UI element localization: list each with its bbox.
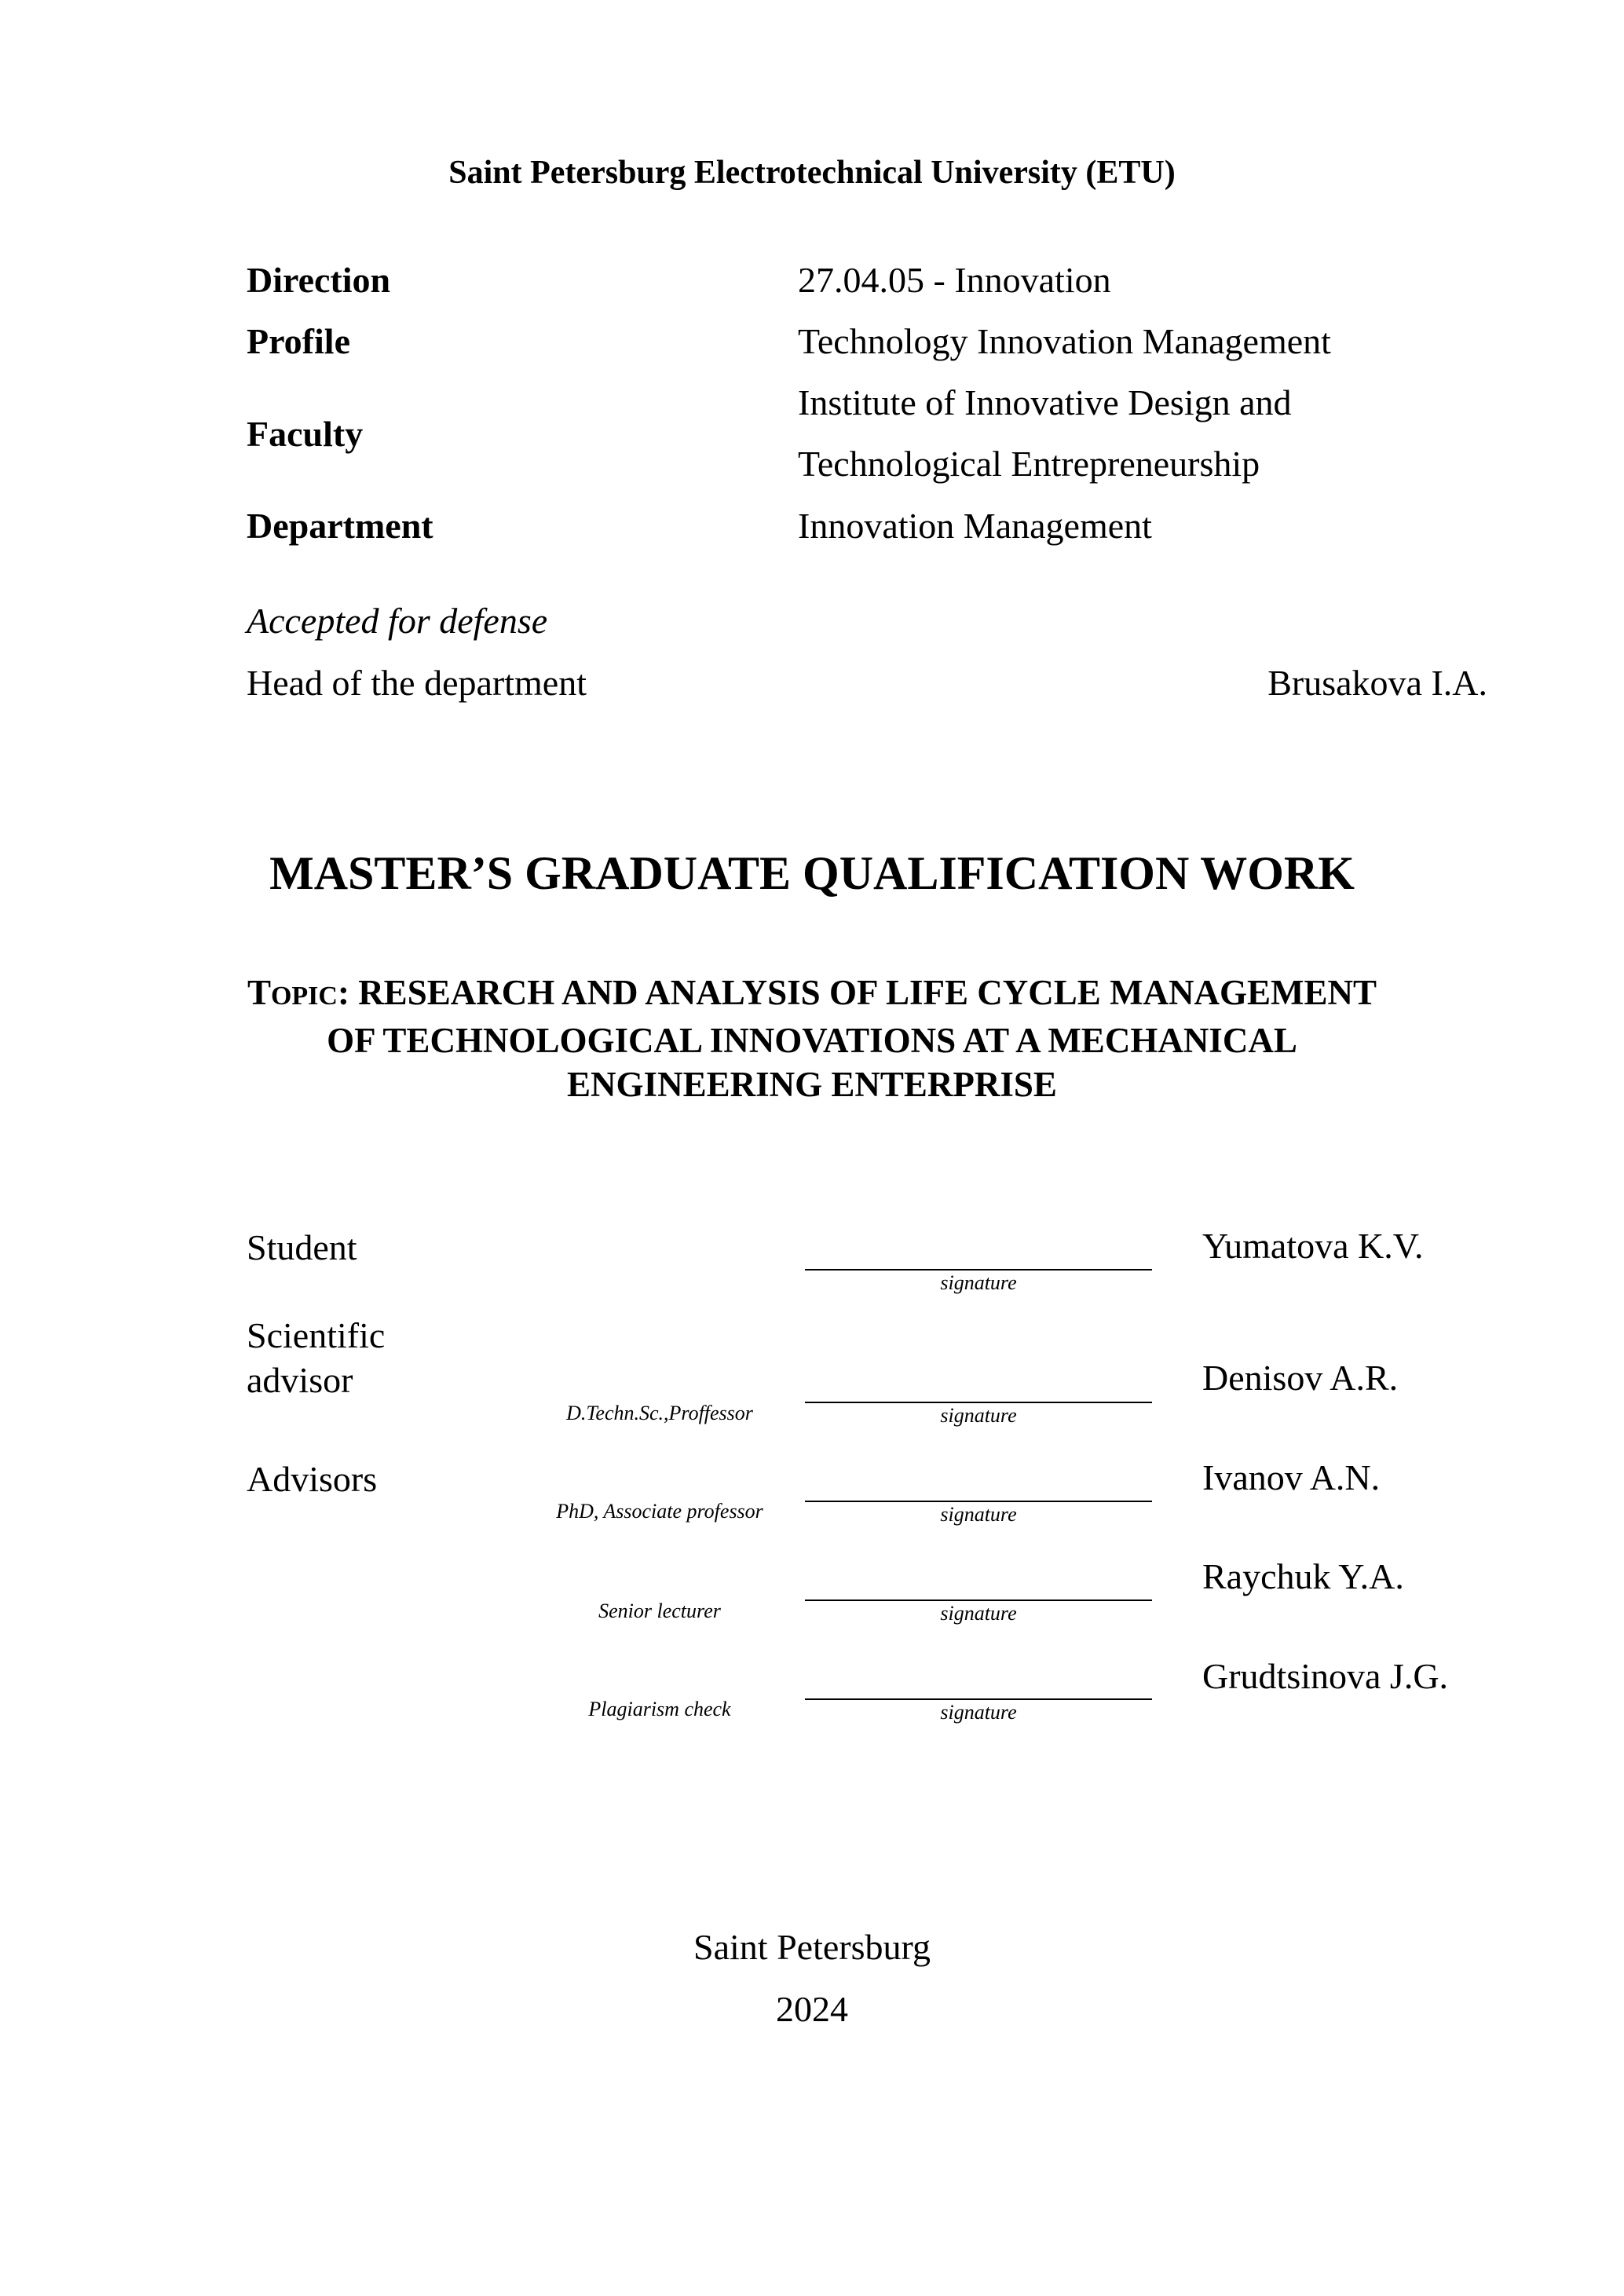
scientific-advisor-signature-caption: signature	[940, 1404, 1017, 1427]
faculty-value-line2: Technological Entrepreneurship	[798, 444, 1260, 484]
advisor-position-2: Senior lecturer	[598, 1600, 721, 1622]
department-label: Department	[247, 506, 433, 546]
advisor-position-1: PhD, Associate professor	[556, 1500, 763, 1523]
topic-line-1	[0, 971, 1624, 1018]
advisor-signature-caption-1: signature	[940, 1503, 1017, 1526]
footer-year: 2024	[776, 1989, 848, 2029]
footer-city: Saint Petersburg	[693, 1927, 931, 1967]
scientific-advisor-label-line1: Scientific	[247, 1315, 386, 1355]
student-name: Yumatova K.V.	[1202, 1226, 1424, 1266]
topic-prefix-rest: OPIC	[270, 982, 338, 1011]
scientific-advisor-label-line2: advisor	[247, 1360, 353, 1400]
plagiarism-signature-caption: signature	[940, 1701, 1017, 1724]
scientific-advisor-signature-line	[805, 1402, 1152, 1403]
advisor-signature-line-2	[805, 1600, 1152, 1601]
university-name: Saint Petersburg Electrotechnical University (ETU)	[448, 155, 1176, 191]
head-of-department-label: Head of the department	[247, 663, 587, 703]
student-signature-caption: signature	[940, 1271, 1017, 1294]
topic-text-line1: : RESEARCH AND ANALYSIS OF LIFE CYCLE MANAGEMENT	[337, 973, 1377, 1012]
faculty-label: Faculty	[247, 414, 364, 454]
topic-line-3: ENGINEERING ENTERPRISE	[567, 1065, 1057, 1104]
student-label: Student	[247, 1227, 357, 1267]
scientific-advisor-name: Denisov A.R.	[1202, 1358, 1399, 1398]
accepted-for-defense: Accepted for defense	[247, 601, 548, 641]
plagiarism-check-name: Grudtsinova J.G.	[1202, 1656, 1449, 1696]
direction-value: 27.04.05 - Innovation	[798, 260, 1111, 300]
advisors-label: Advisors	[247, 1459, 378, 1499]
topic-line-2: OF TECHNOLOGICAL INNOVATIONS AT A MECHANICAL	[327, 1021, 1297, 1060]
advisor-name-1: Ivanov A.N.	[1202, 1457, 1381, 1497]
department-value: Innovation Management	[798, 506, 1152, 546]
document-title: MASTER’S GRADUATE QUALIFICATION WORK	[269, 847, 1355, 899]
topic-prefix-initial: T	[247, 973, 271, 1012]
plagiarism-check-label: Plagiarism check	[588, 1698, 731, 1720]
head-of-department-name: Brusakova I.A.	[1267, 663, 1487, 703]
student-signature-line	[805, 1269, 1152, 1270]
direction-label: Direction	[247, 260, 391, 300]
faculty-value-line1: Institute of Innovative Design and	[798, 382, 1292, 422]
advisor-signature-line-1	[805, 1501, 1152, 1502]
plagiarism-signature-line	[805, 1698, 1152, 1700]
scientific-advisor-position: D.Techn.Sc.,Proffessor	[566, 1402, 753, 1424]
profile-value: Technology Innovation Management	[798, 321, 1331, 361]
profile-label: Profile	[247, 321, 350, 361]
topic-block	[0, 971, 1624, 1106]
advisor-name-2: Raychuk Y.A.	[1202, 1556, 1404, 1596]
advisor-signature-caption-2: signature	[940, 1602, 1017, 1625]
